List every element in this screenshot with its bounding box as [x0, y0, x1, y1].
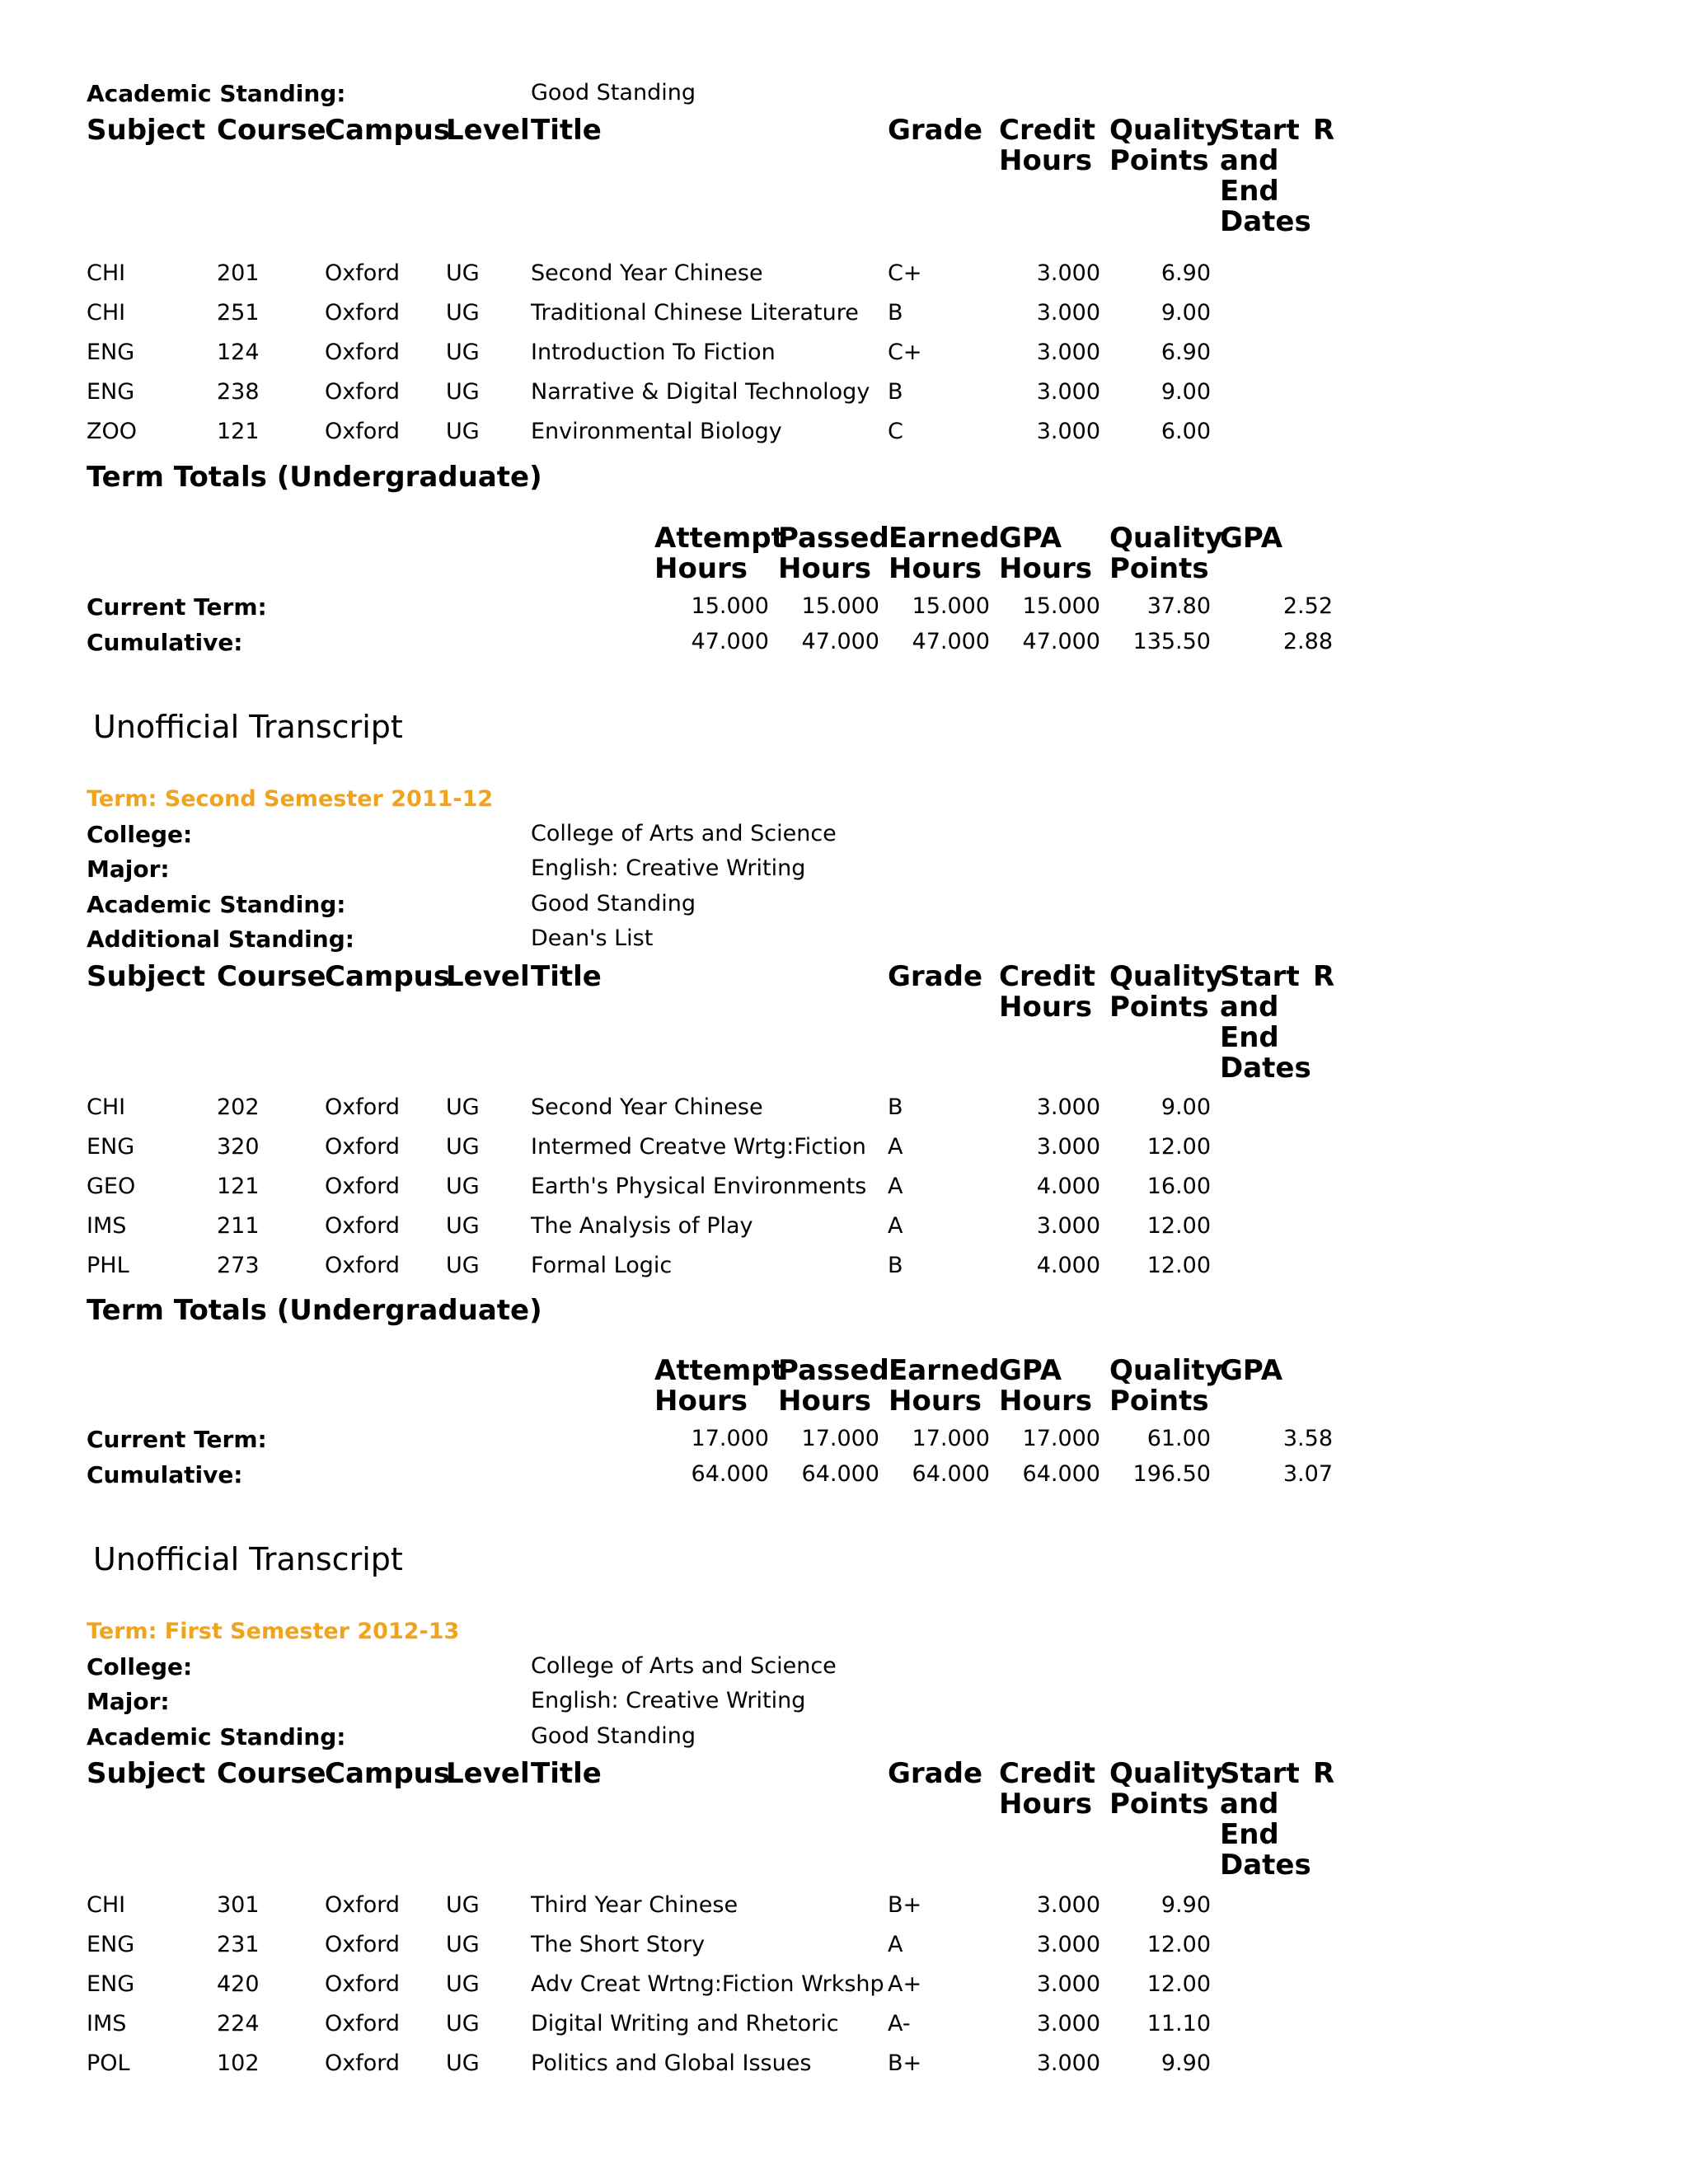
course-qp-cell: 6.90	[1160, 340, 1211, 365]
course-grade-cell: B+	[888, 2050, 922, 2076]
course-campus-cell: Oxford	[325, 340, 401, 365]
current-value: 17.000	[1022, 1426, 1100, 1451]
col-header-level: Level	[446, 114, 530, 147]
major-label: Major:	[87, 855, 170, 883]
course-subject-cell: CHI	[87, 260, 126, 286]
col-header-start-end-dates: Start and End Dates	[1220, 960, 1311, 1085]
course-course-cell: 320	[217, 1134, 260, 1160]
cumulative-value: 196.50	[1132, 1461, 1211, 1487]
course-credit-cell: 3.000	[1036, 1971, 1100, 1997]
current-value: 15.000	[691, 593, 769, 619]
course-qp-cell: 12.00	[1146, 1971, 1211, 1997]
cumulative-value: 64.000	[691, 1461, 769, 1487]
course-qp-cell: 16.00	[1146, 1174, 1211, 1199]
course-level-cell: UG	[446, 340, 480, 365]
course-qp-cell: 9.00	[1160, 300, 1211, 326]
additional-standing-value: Dean's List	[531, 926, 654, 951]
college-label: College:	[87, 1653, 193, 1680]
totals-header-passed-hours: Passed Hours	[778, 1354, 889, 1418]
totals-header-earned-hours: Earned Hours	[889, 522, 1000, 585]
current-value: 15.000	[1022, 593, 1100, 619]
cumulative-value: 47.000	[912, 629, 990, 654]
section-title: Unofficial Transcript	[93, 709, 403, 745]
course-grade-cell: A	[888, 1213, 903, 1239]
course-title-cell: Environmental Biology	[531, 419, 782, 444]
course-subject-cell: ENG	[87, 340, 135, 365]
course-title-cell: Intermed Creatve Wrtg:Fiction	[531, 1134, 866, 1160]
additional-standing-label: Additional Standing:	[87, 926, 354, 953]
course-qp-cell: 12.00	[1146, 1213, 1211, 1239]
term-totals-title: Term Totals (Undergraduate)	[87, 461, 542, 494]
col-header-subject: Subject	[87, 114, 206, 147]
course-grade-cell: A+	[888, 1971, 922, 1997]
academic-standing-label: Academic Standing:	[87, 1723, 346, 1750]
course-campus-cell: Oxford	[325, 1174, 401, 1199]
totals-header-gpa: GPA	[1220, 522, 1283, 555]
course-credit-cell: 3.000	[1036, 379, 1100, 405]
course-credit-cell: 4.000	[1036, 1174, 1100, 1199]
course-level-cell: UG	[446, 379, 480, 405]
current-value: 3.58	[1282, 1426, 1333, 1451]
course-title-cell: Politics and Global Issues	[531, 2050, 812, 2076]
col-header-quality-points: Quality Points	[1109, 1757, 1223, 1821]
course-subject-cell: CHI	[87, 1892, 126, 1918]
totals-header-quality-points: Quality Points	[1109, 522, 1223, 585]
college-value: College of Arts and Science	[531, 821, 837, 846]
col-header-credit-hours: Credit Hours	[999, 114, 1096, 177]
course-qp-cell: 9.90	[1160, 1892, 1211, 1918]
course-credit-cell: 3.000	[1036, 260, 1100, 286]
course-level-cell: UG	[446, 419, 480, 444]
course-title-cell: Formal Logic	[531, 1253, 673, 1278]
course-level-cell: UG	[446, 1174, 480, 1199]
major-value: English: Creative Writing	[531, 1688, 806, 1713]
course-subject-cell: ENG	[87, 1932, 135, 1957]
term-heading: Term: First Semester 2012-13	[87, 1619, 460, 1644]
academic-standing-value: Good Standing	[531, 1723, 696, 1749]
course-course-cell: 201	[217, 260, 260, 286]
course-qp-cell: 9.00	[1160, 1094, 1211, 1120]
course-title-cell: Adv Creat Wrtng:Fiction Wrkshp	[531, 1971, 884, 1997]
course-credit-cell: 3.000	[1036, 1932, 1100, 1957]
totals-header-earned-hours: Earned Hours	[889, 1354, 1000, 1418]
col-header-level: Level	[446, 960, 530, 993]
course-level-cell: UG	[446, 1971, 480, 1997]
course-course-cell: 273	[217, 1253, 260, 1278]
course-title-cell: Third Year Chinese	[531, 1892, 738, 1918]
current-value: 61.00	[1146, 1426, 1211, 1451]
col-header-subject: Subject	[87, 960, 206, 993]
course-level-cell: UG	[446, 1892, 480, 1918]
course-campus-cell: Oxford	[325, 1932, 401, 1957]
current-value: 17.000	[801, 1426, 879, 1451]
course-title-cell: Earth's Physical Environments	[531, 1174, 867, 1199]
col-header-campus: Campus	[325, 960, 451, 993]
course-level-cell: UG	[446, 260, 480, 286]
col-header-campus: Campus	[325, 1757, 451, 1790]
totals-header-quality-points: Quality Points	[1109, 1354, 1223, 1418]
course-campus-cell: Oxford	[325, 1253, 401, 1278]
col-header-grade: Grade	[888, 1757, 983, 1790]
term-totals-title: Term Totals (Undergraduate)	[87, 1294, 542, 1327]
course-qp-cell: 12.00	[1146, 1253, 1211, 1278]
col-header-grade: Grade	[888, 114, 983, 147]
cumulative-value: 135.50	[1132, 629, 1211, 654]
course-course-cell: 224	[217, 2011, 260, 2036]
col-header-credit-hours: Credit Hours	[999, 960, 1096, 1024]
course-title-cell: Second Year Chinese	[531, 1094, 763, 1120]
cumulative-value: 64.000	[801, 1461, 879, 1487]
course-campus-cell: Oxford	[325, 419, 401, 444]
course-subject-cell: ENG	[87, 1971, 135, 1997]
totals-header-passed-hours: Passed Hours	[778, 522, 889, 585]
col-header-course: Course	[217, 1757, 326, 1790]
course-course-cell: 124	[217, 340, 260, 365]
course-subject-cell: PHL	[87, 1253, 129, 1278]
current-value: 17.000	[912, 1426, 990, 1451]
cumulative-value: 47.000	[691, 629, 769, 654]
course-grade-cell: B	[888, 300, 903, 326]
term-heading: Term: Second Semester 2011-12	[87, 786, 494, 812]
course-credit-cell: 4.000	[1036, 1253, 1100, 1278]
college-value: College of Arts and Science	[531, 1653, 837, 1679]
course-campus-cell: Oxford	[325, 1971, 401, 1997]
course-title-cell: Introduction To Fiction	[531, 340, 776, 365]
academic-standing-label: Academic Standing:	[87, 80, 346, 107]
course-grade-cell: A-	[888, 2011, 911, 2036]
course-level-cell: UG	[446, 1253, 480, 1278]
col-header-course: Course	[217, 114, 326, 147]
course-campus-cell: Oxford	[325, 1213, 401, 1239]
course-grade-cell: C+	[888, 340, 922, 365]
course-course-cell: 202	[217, 1094, 260, 1120]
current-label: Current Term:	[87, 593, 267, 621]
major-value: English: Creative Writing	[531, 855, 806, 881]
course-qp-cell: 6.00	[1160, 419, 1211, 444]
course-course-cell: 102	[217, 2050, 260, 2076]
current-value: 37.80	[1146, 593, 1211, 619]
course-title-cell: Digital Writing and Rhetoric	[531, 2011, 839, 2036]
totals-header-gpa-hours: GPA Hours	[999, 1354, 1093, 1418]
col-header-start-end-dates: Start and End Dates	[1220, 114, 1311, 238]
course-level-cell: UG	[446, 300, 480, 326]
course-qp-cell: 6.90	[1160, 260, 1211, 286]
course-course-cell: 121	[217, 1174, 260, 1199]
col-header-r: R	[1313, 960, 1335, 993]
course-subject-cell: POL	[87, 2050, 130, 2076]
course-campus-cell: Oxford	[325, 260, 401, 286]
cumulative-value: 64.000	[1022, 1461, 1100, 1487]
course-title-cell: Traditional Chinese Literature	[531, 300, 859, 326]
course-subject-cell: ZOO	[87, 419, 138, 444]
academic-standing-value: Good Standing	[531, 891, 696, 916]
col-header-course: Course	[217, 960, 326, 993]
course-campus-cell: Oxford	[325, 2050, 401, 2076]
course-course-cell: 121	[217, 419, 260, 444]
course-title-cell: Narrative & Digital Technology	[531, 379, 870, 405]
college-label: College:	[87, 821, 193, 848]
course-qp-cell: 9.00	[1160, 379, 1211, 405]
col-header-r: R	[1313, 1757, 1335, 1790]
course-course-cell: 251	[217, 300, 260, 326]
course-grade-cell: B	[888, 1094, 903, 1120]
col-header-start-end-dates: Start and End Dates	[1220, 1757, 1311, 1882]
course-qp-cell: 12.00	[1146, 1932, 1211, 1957]
cumulative-value: 47.000	[801, 629, 879, 654]
course-credit-cell: 3.000	[1036, 1094, 1100, 1120]
course-credit-cell: 3.000	[1036, 2011, 1100, 2036]
col-header-level: Level	[446, 1757, 530, 1790]
academic-standing-label: Academic Standing:	[87, 891, 346, 918]
section-title: Unofficial Transcript	[93, 1541, 403, 1577]
col-header-credit-hours: Credit Hours	[999, 1757, 1096, 1821]
course-grade-cell: A	[888, 1134, 903, 1160]
current-value: 15.000	[912, 593, 990, 619]
course-course-cell: 211	[217, 1213, 260, 1239]
totals-header-gpa-hours: GPA Hours	[999, 522, 1093, 585]
course-course-cell: 301	[217, 1892, 260, 1918]
col-header-title: Title	[531, 114, 602, 147]
cumulative-label: Cumulative:	[87, 629, 243, 656]
totals-header-gpa: GPA	[1220, 1354, 1283, 1387]
course-grade-cell: A	[888, 1174, 903, 1199]
major-label: Major:	[87, 1688, 170, 1715]
cumulative-value: 2.88	[1282, 629, 1333, 654]
col-header-subject: Subject	[87, 1757, 206, 1790]
col-header-quality-points: Quality Points	[1109, 114, 1223, 177]
current-value: 17.000	[691, 1426, 769, 1451]
course-campus-cell: Oxford	[325, 379, 401, 405]
course-credit-cell: 3.000	[1036, 419, 1100, 444]
course-title-cell: The Short Story	[531, 1932, 706, 1957]
course-course-cell: 420	[217, 1971, 260, 1997]
course-qp-cell: 11.10	[1146, 2011, 1211, 2036]
academic-standing-value: Good Standing	[531, 80, 696, 105]
cumulative-value: 3.07	[1282, 1461, 1333, 1487]
course-grade-cell: C+	[888, 260, 922, 286]
course-credit-cell: 3.000	[1036, 340, 1100, 365]
course-grade-cell: C	[888, 419, 903, 444]
cumulative-value: 47.000	[1022, 629, 1100, 654]
course-level-cell: UG	[446, 2011, 480, 2036]
course-credit-cell: 3.000	[1036, 1213, 1100, 1239]
totals-header-attempt-hours: Attempt Hours	[654, 522, 785, 585]
course-grade-cell: A	[888, 1932, 903, 1957]
course-subject-cell: GEO	[87, 1174, 136, 1199]
course-level-cell: UG	[446, 2050, 480, 2076]
course-campus-cell: Oxford	[325, 1094, 401, 1120]
course-credit-cell: 3.000	[1036, 2050, 1100, 2076]
col-header-title: Title	[531, 960, 602, 993]
course-campus-cell: Oxford	[325, 1892, 401, 1918]
course-title-cell: Second Year Chinese	[531, 260, 763, 286]
col-header-quality-points: Quality Points	[1109, 960, 1223, 1024]
course-subject-cell: IMS	[87, 1213, 127, 1239]
course-campus-cell: Oxford	[325, 300, 401, 326]
course-subject-cell: ENG	[87, 379, 135, 405]
course-credit-cell: 3.000	[1036, 1892, 1100, 1918]
col-header-r: R	[1313, 114, 1335, 147]
course-level-cell: UG	[446, 1094, 480, 1120]
course-credit-cell: 3.000	[1036, 1134, 1100, 1160]
course-subject-cell: CHI	[87, 1094, 126, 1120]
course-grade-cell: B+	[888, 1892, 922, 1918]
course-course-cell: 238	[217, 379, 260, 405]
course-campus-cell: Oxford	[325, 1134, 401, 1160]
current-value: 15.000	[801, 593, 879, 619]
course-course-cell: 231	[217, 1932, 260, 1957]
col-header-title: Title	[531, 1757, 602, 1790]
course-subject-cell: ENG	[87, 1134, 135, 1160]
totals-header-attempt-hours: Attempt Hours	[654, 1354, 785, 1418]
course-grade-cell: B	[888, 379, 903, 405]
course-title-cell: The Analysis of Play	[531, 1213, 753, 1239]
col-header-campus: Campus	[325, 114, 451, 147]
current-value: 2.52	[1282, 593, 1333, 619]
course-qp-cell: 9.90	[1160, 2050, 1211, 2076]
cumulative-value: 64.000	[912, 1461, 990, 1487]
course-level-cell: UG	[446, 1213, 480, 1239]
col-header-grade: Grade	[888, 960, 983, 993]
course-level-cell: UG	[446, 1134, 480, 1160]
course-grade-cell: B	[888, 1253, 903, 1278]
course-level-cell: UG	[446, 1932, 480, 1957]
course-subject-cell: CHI	[87, 300, 126, 326]
course-credit-cell: 3.000	[1036, 300, 1100, 326]
course-subject-cell: IMS	[87, 2011, 127, 2036]
current-label: Current Term:	[87, 1426, 267, 1453]
course-campus-cell: Oxford	[325, 2011, 401, 2036]
course-qp-cell: 12.00	[1146, 1134, 1211, 1160]
cumulative-label: Cumulative:	[87, 1461, 243, 1488]
